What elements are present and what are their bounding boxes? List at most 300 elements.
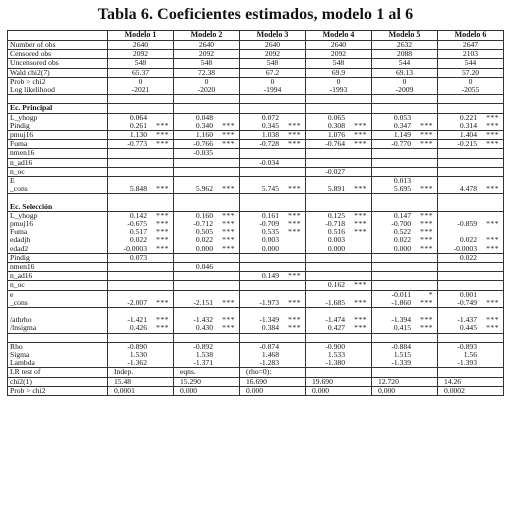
- significance-stars: ***: [420, 324, 433, 333]
- cell-value: -1993: [329, 86, 348, 95]
- table-row: [8, 113, 504, 122]
- cell-value: 0.517: [129, 228, 147, 237]
- row-label: e: [8, 290, 108, 299]
- row-label: Log likelihood: [8, 86, 108, 95]
- table-cell: [108, 299, 174, 308]
- table-cell: [108, 253, 174, 262]
- table-cell: [174, 122, 240, 131]
- table-cell: [438, 194, 504, 203]
- significance-stars: ***: [222, 244, 235, 253]
- cell-value: -1.362: [127, 359, 147, 368]
- table-cell: [372, 351, 438, 359]
- cell-value: -0.893: [457, 342, 477, 351]
- section-heading: Ec. Selección: [8, 203, 108, 212]
- table-cell: [108, 351, 174, 359]
- cell-value: 14.26: [444, 377, 462, 386]
- table-cell: [372, 316, 438, 324]
- cell-value: 0.000: [393, 244, 411, 253]
- table-cell: [174, 308, 240, 317]
- cell-value: 5.891: [327, 185, 345, 194]
- row-label: L_yhogp: [8, 211, 108, 220]
- table-row: [8, 131, 504, 140]
- row-label: nmen16: [8, 149, 108, 158]
- significance-stars: ***: [156, 220, 169, 229]
- row-label: Prob > chi2: [8, 386, 108, 395]
- significance-stars: ***: [486, 130, 499, 140]
- table-cell: [306, 95, 372, 104]
- cell-value: 2640: [330, 40, 347, 49]
- significance-stars: ***: [420, 121, 433, 130]
- cell-value: -0.892: [193, 342, 213, 351]
- row-label: nmen16: [8, 263, 108, 272]
- significance-stars: ***: [486, 139, 499, 149]
- row-label: /lnsigma: [8, 324, 108, 333]
- table-cell: [240, 194, 306, 203]
- cell-value: 544: [398, 58, 411, 68]
- table-cell: [306, 122, 372, 131]
- table-cell: [240, 290, 306, 299]
- cell-value: 0: [468, 77, 473, 86]
- table-cell: [306, 245, 372, 254]
- cell-value: 2647: [462, 40, 479, 49]
- table-cell: [108, 220, 174, 228]
- table-cell: [240, 122, 306, 131]
- table-cell: [174, 253, 240, 262]
- cell-value: -1.380: [325, 359, 345, 368]
- cell-value: 19.690: [312, 377, 333, 386]
- column-header: Modelo 6: [438, 31, 504, 41]
- significance-stars: ***: [354, 324, 367, 333]
- table-cell: [438, 228, 504, 236]
- table-cell: [108, 368, 174, 377]
- table-cell: [240, 131, 306, 140]
- table-cell: [174, 228, 240, 236]
- table-cell: [240, 263, 306, 272]
- table-cell: [438, 203, 504, 212]
- cell-value: 0.161: [261, 211, 279, 220]
- cell-value: -0.728: [259, 139, 279, 149]
- table-cell: [108, 203, 174, 212]
- table-cell: [306, 253, 372, 262]
- cell-value: 1.515: [393, 351, 411, 360]
- table-row: [8, 211, 504, 220]
- cell-value: 0: [204, 77, 209, 86]
- row-label: _cons: [8, 185, 108, 194]
- cell-value: 0.000: [312, 386, 330, 395]
- table-cell: [306, 386, 372, 395]
- cell-value: 0.160: [195, 211, 213, 220]
- table-cell: [240, 359, 306, 368]
- table-cell: [438, 211, 504, 220]
- significance-stars: ***: [288, 271, 301, 281]
- table-cell: [306, 368, 372, 377]
- table-row: [8, 316, 504, 324]
- table-cell: [108, 131, 174, 140]
- cell-value: 69.9: [331, 68, 346, 77]
- table-cell: [372, 290, 438, 299]
- cell-value: -1994: [263, 86, 282, 95]
- cell-value: 1.076: [327, 130, 345, 140]
- cell-value: -0.900: [325, 342, 345, 351]
- significance-stars: ***: [354, 228, 367, 237]
- column-header: Modelo 1: [108, 31, 174, 41]
- significance-stars: ***: [354, 280, 367, 290]
- cell-value: 0.048: [195, 113, 213, 122]
- table-cell: [174, 158, 240, 167]
- table-cell: [372, 95, 438, 104]
- cell-value: 0.149: [261, 271, 279, 281]
- table-cell: [108, 316, 174, 324]
- significance-stars: ***: [486, 244, 499, 253]
- table-cell: [438, 281, 504, 290]
- cell-value: 0.053: [393, 113, 411, 122]
- table-cell: [438, 41, 504, 50]
- table-cell: [306, 236, 372, 244]
- table-cell: [372, 149, 438, 158]
- table-cell: [306, 104, 372, 113]
- cell-value: -1.394: [391, 316, 411, 325]
- cell-value: 0.003: [261, 236, 279, 245]
- row-label: n_ad16: [8, 158, 108, 167]
- table-cell: [174, 77, 240, 86]
- significance-stars: ***: [354, 130, 367, 140]
- cell-value: 2088: [396, 49, 413, 59]
- table-cell: [240, 351, 306, 359]
- table-cell: [240, 245, 306, 254]
- table-cell: [438, 245, 504, 254]
- row-label: pmuj16: [8, 220, 108, 228]
- table-cell: [240, 333, 306, 342]
- table-cell: [438, 220, 504, 228]
- table-row: [8, 386, 504, 395]
- table-cell: [240, 50, 306, 59]
- table-cell: [240, 95, 306, 104]
- cell-value: -1.339: [391, 359, 411, 368]
- significance-stars: ***: [156, 244, 169, 253]
- cell-value: 5.695: [393, 185, 411, 194]
- cell-value: 2103: [462, 49, 479, 59]
- table-cell: [240, 203, 306, 212]
- table-row: [8, 351, 504, 359]
- significance-stars: ***: [354, 121, 367, 130]
- table-cell: [372, 368, 438, 377]
- cell-value: 0.022: [195, 236, 213, 245]
- table-cell: [372, 50, 438, 59]
- cell-value: -0.749: [457, 298, 477, 307]
- table-row: [8, 245, 504, 254]
- table-cell: [240, 59, 306, 68]
- table-cell: [438, 158, 504, 167]
- table-cell: [108, 342, 174, 351]
- table-cell: [174, 263, 240, 272]
- table-cell: [240, 253, 306, 262]
- cell-value: 0.125: [327, 211, 345, 220]
- table-row: [8, 342, 504, 351]
- cell-value: 0.415: [393, 324, 411, 333]
- cell-value: 0: [138, 77, 143, 86]
- row-label: Prob > chi2: [8, 77, 108, 86]
- significance-stars: ***: [222, 228, 235, 237]
- table-cell: [240, 324, 306, 333]
- table-cell: [240, 316, 306, 324]
- significance-stars: ***: [486, 324, 499, 333]
- table-cell: [240, 228, 306, 236]
- table-cell: [174, 359, 240, 368]
- significance-stars: ***: [354, 185, 367, 194]
- cell-value: 1.538: [195, 351, 213, 360]
- cell-value: 0.384: [261, 324, 279, 333]
- table-cell: [240, 308, 306, 317]
- table-cell: [372, 263, 438, 272]
- significance-stars: ***: [222, 130, 235, 140]
- table-cell: [438, 95, 504, 104]
- table-row: [8, 158, 504, 167]
- table-cell: [372, 140, 438, 149]
- table-cell: [438, 368, 504, 377]
- column-header: Modelo 4: [306, 31, 372, 41]
- cell-value: 0.0002: [444, 386, 465, 395]
- table-cell: [438, 299, 504, 308]
- cell-value: 2092: [330, 49, 347, 59]
- table-cell: [306, 272, 372, 281]
- table-cell: [372, 203, 438, 212]
- table-row: [8, 290, 504, 299]
- table-cell: [174, 68, 240, 77]
- table-cell: [438, 86, 504, 95]
- table-cell: [306, 351, 372, 359]
- cell-value: 2640: [264, 40, 281, 49]
- table-cell: [240, 104, 306, 113]
- table-row: [8, 59, 504, 68]
- table-cell: [108, 59, 174, 68]
- cell-value: 0: [336, 77, 341, 86]
- table-row: [8, 228, 504, 236]
- significance-stars: ***: [156, 121, 169, 130]
- table-cell: [306, 86, 372, 95]
- table-cell: [372, 228, 438, 236]
- table-cell: [438, 50, 504, 59]
- cell-value: Indep.: [114, 367, 134, 377]
- table-cell: [372, 177, 438, 186]
- cell-value: 2092: [198, 49, 215, 59]
- cell-value: 2640: [132, 40, 149, 49]
- significance-stars: ***: [222, 236, 235, 245]
- table-cell: [174, 203, 240, 212]
- table-cell: [174, 377, 240, 386]
- cell-value: -0.718: [325, 220, 345, 229]
- cell-value: -0.011: [391, 290, 411, 299]
- cell-value: -2055: [461, 86, 480, 95]
- cell-value: 548: [134, 58, 147, 68]
- table-row: [8, 220, 504, 228]
- table-cell: [372, 220, 438, 228]
- table-cell: [240, 281, 306, 290]
- table-cell: [174, 299, 240, 308]
- table-cell: [240, 41, 306, 50]
- table-row: [8, 185, 504, 194]
- table-cell: [372, 194, 438, 203]
- table-cell: [240, 220, 306, 228]
- table-row: [8, 272, 504, 281]
- table-cell: [372, 386, 438, 395]
- row-label: Lambda: [8, 359, 108, 368]
- cell-value: 5.962: [195, 185, 213, 194]
- cell-value: 548: [200, 58, 213, 68]
- table-cell: [306, 41, 372, 50]
- table-cell: [240, 140, 306, 149]
- column-header: Modelo 5: [372, 31, 438, 41]
- significance-stars: ***: [420, 298, 433, 307]
- cell-value: 0.345: [261, 121, 279, 130]
- cell-value: 0.000: [378, 386, 396, 395]
- table-cell: [372, 41, 438, 50]
- cell-value: 15.48: [114, 377, 132, 386]
- table-cell: [438, 113, 504, 122]
- table-row: [8, 308, 504, 317]
- cell-value: -1.437: [457, 316, 477, 325]
- cell-value: 0.340: [195, 121, 213, 130]
- row-label: edadjh: [8, 236, 108, 244]
- cell-value: (rho=0):: [246, 367, 272, 377]
- cell-value: 544: [464, 58, 477, 68]
- cell-value: 0.073: [129, 253, 147, 262]
- table-cell: [438, 308, 504, 317]
- column-header: Modelo 3: [240, 31, 306, 41]
- row-label: Number of obs: [8, 41, 108, 50]
- cell-value: 0.522: [393, 228, 411, 237]
- row-label: _cons: [8, 299, 108, 308]
- table-cell: [372, 131, 438, 140]
- table-cell: [438, 77, 504, 86]
- table-row: [8, 86, 504, 95]
- table-cell: [372, 272, 438, 281]
- cell-value: -1.283: [259, 359, 279, 368]
- table-cell: [108, 50, 174, 59]
- cell-value: 0.426: [129, 324, 147, 333]
- table-cell: [438, 333, 504, 342]
- table-cell: [306, 140, 372, 149]
- table-cell: [438, 272, 504, 281]
- table-cell: [372, 158, 438, 167]
- cell-value: -0.675: [127, 220, 147, 229]
- significance-stars: ***: [420, 139, 433, 149]
- table-cell: [174, 281, 240, 290]
- cell-value: 0.427: [327, 324, 345, 333]
- table-cell: [108, 290, 174, 299]
- cell-value: 15.290: [180, 377, 201, 386]
- cell-value: 0.064: [129, 113, 147, 122]
- table-cell: [174, 236, 240, 244]
- row-label: Censored obs: [8, 50, 108, 59]
- table-cell: [174, 342, 240, 351]
- cell-value: 548: [266, 58, 279, 68]
- table-cell: [174, 167, 240, 176]
- cell-value: 0.000: [327, 244, 345, 253]
- table-cell: [372, 59, 438, 68]
- table-cell: [306, 194, 372, 203]
- table-cell: [372, 342, 438, 351]
- table-cell: [438, 104, 504, 113]
- table-cell: [108, 281, 174, 290]
- cell-value: -0.874: [259, 342, 279, 351]
- significance-stars: ***: [156, 236, 169, 245]
- cell-value: -1.474: [325, 316, 345, 325]
- significance-stars: ***: [354, 316, 367, 325]
- table-cell: [438, 149, 504, 158]
- header-row: [8, 31, 504, 41]
- table-row: [8, 368, 504, 377]
- row-label: Fuma: [8, 228, 108, 236]
- cell-value: 1.160: [195, 130, 213, 140]
- cell-value: -0.035: [193, 148, 213, 158]
- table-cell: [438, 377, 504, 386]
- table-cell: [306, 185, 372, 194]
- table-cell: [372, 299, 438, 308]
- cell-value: 12.720: [378, 377, 399, 386]
- table-cell: [108, 386, 174, 395]
- cell-value: 0.221: [459, 113, 477, 122]
- row-label: Wald chi2(7): [8, 68, 108, 77]
- significance-stars: ***: [354, 298, 367, 307]
- row-label: E: [8, 177, 108, 186]
- cell-value: -2021: [131, 86, 150, 95]
- table-cell: [240, 86, 306, 95]
- table-cell: [306, 333, 372, 342]
- table-cell: [174, 368, 240, 377]
- table-cell: [372, 113, 438, 122]
- row-label: edad2: [8, 245, 108, 254]
- table-cell: [108, 185, 174, 194]
- column-header: Modelo 2: [174, 31, 240, 41]
- table-cell: [306, 113, 372, 122]
- table-cell: [174, 140, 240, 149]
- table-cell: [306, 131, 372, 140]
- section-heading: Ec. Principal: [8, 104, 108, 113]
- row-label: n_oc: [8, 281, 108, 290]
- table-row: [8, 299, 504, 308]
- table-cell: [174, 220, 240, 228]
- table-cell: [438, 342, 504, 351]
- table-cell: [306, 359, 372, 368]
- table-cell: [174, 177, 240, 186]
- row-label: n_ad16: [8, 272, 108, 281]
- cell-value: 0.505: [195, 228, 213, 237]
- significance-stars: ***: [420, 228, 433, 237]
- table-cell: [306, 263, 372, 272]
- cell-value: -2009: [395, 86, 414, 95]
- significance-stars: ***: [288, 220, 301, 229]
- cell-value: -0.700: [391, 220, 411, 229]
- table-cell: [372, 86, 438, 95]
- table-cell: [174, 95, 240, 104]
- cell-value: -0.770: [391, 139, 411, 149]
- cell-value: -0.215: [457, 139, 477, 149]
- cell-value: 0.022: [459, 253, 477, 262]
- table-cell: [108, 308, 174, 317]
- significance-stars: ***: [156, 298, 169, 307]
- table-cell: [240, 342, 306, 351]
- cell-value: 1.468: [261, 351, 279, 360]
- significance-stars: ***: [222, 121, 235, 130]
- cell-value: 0.142: [129, 211, 147, 220]
- table-row: [8, 236, 504, 244]
- cell-value: -1.860: [391, 298, 411, 307]
- table-cell: [438, 236, 504, 244]
- significance-stars: ***: [156, 324, 169, 333]
- cell-value: 0.000: [195, 244, 213, 253]
- table-cell: [240, 149, 306, 158]
- cell-value: 0.162: [327, 280, 345, 290]
